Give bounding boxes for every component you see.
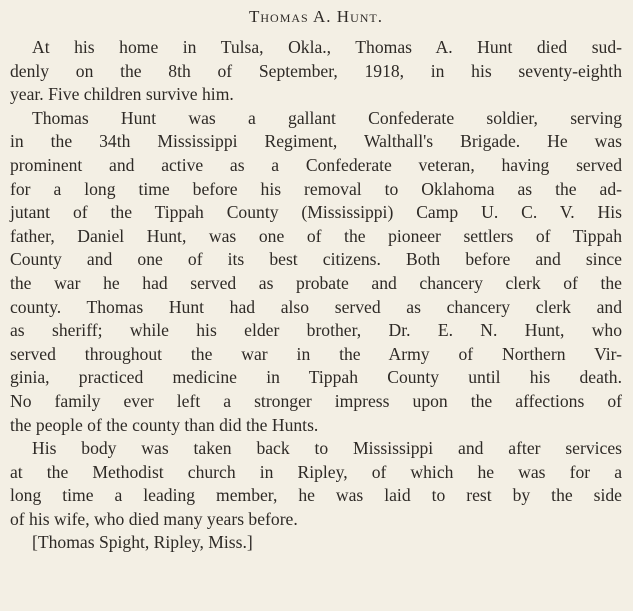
text-line: prominent and active as a Confederate veteran, having served [10, 154, 622, 175]
text-line: ginia, practiced medicine in Tippah County until his death. [10, 367, 622, 388]
text-line: the people of the county than did the Hunts. [10, 414, 319, 435]
text-line: the war he had served as probate and chancery clerk of the [10, 272, 622, 293]
text-line: At his home in Tulsa, Okla., Thomas A. Hunt died sud- [32, 37, 622, 57]
text-line: at the Methodist church in Ripley, of which he was for a [10, 461, 622, 482]
text-line: long time a leading member, he was laid to rest by the side [10, 485, 622, 506]
article-body [10, 36, 622, 555]
text-line: served throughout the war in the Army of Northern Vir- [10, 343, 622, 364]
paragraph-3 [10, 437, 622, 531]
text-line: county. Thomas Hunt had also served as chancery clerk and [10, 296, 622, 317]
text-line: County and one of its best citizens. Both before and since [10, 249, 622, 270]
text-line: as sheriff; while his elder brother, Dr. E. N. Hunt, who [10, 320, 622, 341]
article-title: Thomas A. Hunt. [248, 7, 383, 26]
text-line: father, Daniel Hunt, was one of the pioneer settlers of Tippah [10, 225, 622, 246]
text-line: in the 34th Mississippi Regiment, Walthall's Brigade. He was [10, 131, 622, 152]
text-line: of his wife, who died many years before. [10, 508, 298, 529]
text-line: No family ever left a stronger impress upon the affections of [10, 390, 622, 411]
text-line: year. Five children survive him. [10, 84, 234, 105]
signature: [Thomas Spight, Ripley, Miss.] [32, 532, 253, 553]
text-line: Thomas Hunt was a gallant Confederate soldier, serving [32, 107, 622, 128]
text-line: His body was taken back to Mississippi and after services [32, 438, 622, 459]
text-line: for a long time before his removal to Oklahoma as the ad- [10, 178, 622, 199]
text-line: denly on the 8th of September, 1918, in his seventy-eighth [10, 60, 622, 81]
paragraph-2 [10, 107, 622, 437]
paragraph-1 [10, 36, 622, 107]
document-page [10, 0, 622, 611]
text-line: jutant of the Tippah County (Mississippi) Camp U. C. V. His [10, 202, 622, 223]
